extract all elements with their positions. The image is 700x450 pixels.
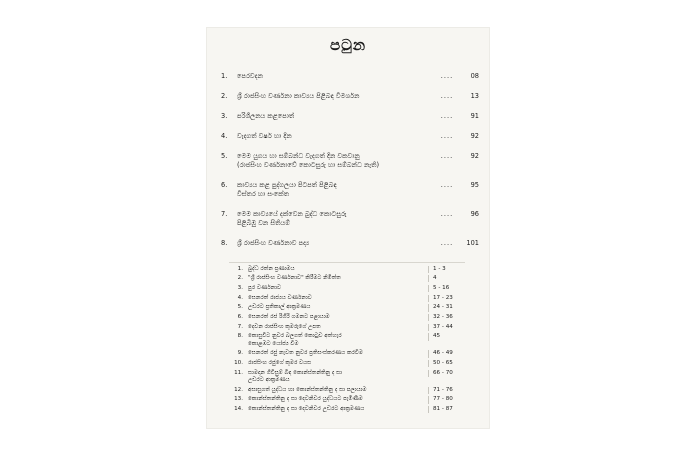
entry-title	[248, 324, 428, 331]
toc-main-entry	[221, 152, 479, 170]
entry-title-line: කොළඹට යෝජ්‍ය වීම	[248, 340, 299, 347]
entry-number: 7.	[237, 323, 243, 330]
entry-title	[237, 152, 437, 170]
entry-title-line: අසාසුගත් යුද්ධය හා කොන්ස්තන්තිනු ද සා පලායාම	[248, 386, 367, 393]
entry-title-line: විස්තර හා සංකේත	[237, 190, 289, 198]
entry-title-line: (රාජසිංහ වර්ණනාවේ කොටසුරු හා සම්බන්ධ නැති)	[237, 161, 380, 169]
entry-number: 12.	[234, 386, 243, 393]
entry-number: 10.	[234, 360, 243, 367]
toc-main-entry	[221, 181, 479, 199]
entry-title	[248, 295, 428, 302]
toc-sub-entry	[229, 324, 465, 331]
entry-title	[237, 72, 437, 81]
entry-title-line: සෙනරත් රජ රිගිරි ගමනට පළායාම	[248, 314, 330, 321]
entry-number: 14.	[234, 406, 243, 413]
toc-main-entry	[221, 210, 479, 228]
entry-title-line: දෙවන රාජසිංහ කුමරුගේ උපත	[248, 323, 321, 330]
main-contents-list	[221, 72, 479, 259]
entry-title	[248, 314, 428, 321]
entry-title	[248, 360, 428, 367]
entry-title-line: වැදගත් වර්ෂ හා දින	[237, 132, 292, 140]
entry-title-line: මෙම කාව්‍යයේ දක්වෙන බුද්ධ කොටසුරු	[237, 210, 347, 218]
toc-sub-entry	[229, 266, 465, 273]
entry-page-range: 1 - 3	[428, 266, 465, 273]
entry-title	[248, 370, 428, 384]
toc-main-entry	[221, 112, 479, 121]
entry-title	[248, 266, 428, 273]
entry-page-range: 37 - 44	[428, 324, 465, 331]
entry-title-line: පරිශීලනය කළපොත්	[237, 112, 295, 120]
entry-page-range: 5 - 16	[428, 285, 465, 292]
entry-page-number: 95	[470, 181, 479, 189]
entry-title-line: "ශ්‍රී රාජසිංහ වර්ණනාව" කිරීමට නිමිත්ත	[248, 275, 341, 282]
toc-main-entry	[221, 92, 479, 101]
toc-sub-entry	[229, 333, 465, 347]
entry-page-number: 92	[470, 152, 479, 160]
entry-page-number: 96	[470, 210, 479, 218]
document-page	[207, 28, 489, 428]
entry-leader: ....	[440, 112, 454, 120]
entry-title-line: පෙරවදන	[237, 72, 263, 80]
toc-main-entry	[221, 132, 479, 141]
entry-title	[237, 92, 437, 101]
entry-page-range: 17 - 23	[428, 295, 465, 302]
toc-sub-entry	[229, 360, 465, 367]
entry-number: 1.	[237, 265, 243, 272]
entry-number: 5.	[237, 304, 243, 311]
entry-number: 1.	[221, 72, 228, 80]
entry-title	[248, 387, 428, 394]
entry-title	[248, 350, 428, 357]
entry-number: 9.	[237, 350, 243, 357]
entry-number: 5.	[221, 152, 228, 160]
entry-title	[248, 275, 428, 282]
entry-page-range: 45	[428, 333, 465, 340]
entry-title	[237, 181, 437, 199]
entry-title-line: පුර වර්ණනාව	[248, 284, 282, 291]
entry-page-range: 66 - 70	[428, 370, 465, 377]
toc-sub-entry	[229, 295, 465, 302]
entry-page-range: 50 - 65	[428, 360, 465, 367]
entry-page-number: 92	[470, 132, 479, 140]
entry-title	[237, 132, 437, 141]
toc-sub-entry	[229, 304, 465, 311]
entry-title-line: රාජසිංහ රජුගේ කුමර වයස	[248, 360, 312, 367]
entry-title-line: සාමදාන ගිවිසුම් බිඳ කොන්ස්තන්තිනු ද සා	[248, 369, 342, 376]
entry-number: 2.	[237, 275, 243, 282]
entry-title	[237, 112, 437, 121]
toc-sub-entry	[229, 275, 465, 282]
entry-title-line: කොන්ස්තන්තිනු ද සා දෙවනිවර යුද්ධයට පැමිණීම	[248, 396, 363, 403]
entry-title-line: බුද්ධ රත්න ප්‍රණාමය	[248, 265, 295, 272]
entry-page-number: 13	[470, 92, 479, 100]
toc-main-entry	[221, 72, 479, 81]
entry-number: 4.	[237, 294, 243, 301]
entry-page-number: 08	[470, 72, 479, 80]
entry-number: 2.	[221, 92, 228, 100]
entry-page-range: 71 - 76	[428, 387, 465, 394]
entry-number: 13.	[234, 396, 243, 403]
entry-page-range: 4	[428, 275, 465, 282]
entry-page-range: 77 - 80	[428, 396, 465, 403]
entry-number: 8.	[237, 333, 243, 340]
entry-leader: ....	[440, 239, 454, 247]
entry-number: 4.	[221, 132, 228, 140]
entry-page-range: 46 - 49	[428, 350, 465, 357]
entry-title	[248, 285, 428, 292]
entry-leader: ....	[440, 72, 454, 80]
entry-title-line: කාව්‍යය කළ පුද්ගලයා පිටපත් පිළිබඳ	[237, 181, 337, 189]
entry-title	[237, 210, 437, 228]
toc-sub-entry	[229, 285, 465, 292]
entry-page-range: 32 - 36	[428, 314, 465, 321]
entry-leader: ....	[440, 132, 454, 140]
entry-title	[248, 406, 428, 413]
entry-title-line: කොසුවිට නුවර බලගත් කොටුව අත්හැර	[248, 333, 342, 340]
entry-leader: ....	[440, 181, 454, 189]
entry-number: 8.	[221, 239, 228, 247]
entry-leader: ....	[440, 92, 454, 100]
entry-number: 7.	[221, 210, 228, 218]
entry-title-line: උඩරට ආක්‍රමණය	[248, 376, 290, 383]
entry-title-line: කොන්ස්තන්තිනු ද සා දෙවනිවර උඩරට ආක්‍රමණය	[248, 406, 365, 413]
entry-title	[248, 304, 428, 311]
entry-leader: ....	[440, 152, 454, 160]
entry-title-line: ශ්‍රී රාජසිංහ වර්ණනාව පද්‍ය	[237, 239, 310, 247]
entry-leader: ....	[440, 210, 454, 218]
toc-sub-entry	[229, 314, 465, 321]
entry-title	[248, 396, 428, 403]
entry-title-line: සෙනරත් රාජ්‍යය වර්ණනාව	[248, 294, 312, 301]
sub-contents-list	[229, 262, 465, 413]
entry-title	[248, 333, 428, 347]
entry-number: 11.	[234, 369, 243, 376]
entry-page-range: 81 - 87	[428, 406, 465, 413]
page-title: පටුන	[329, 36, 367, 54]
entry-number: 6.	[237, 314, 243, 321]
entry-page-number: 101	[466, 239, 479, 247]
toc-sub-entry	[229, 406, 465, 413]
entry-title-line: ශ්‍රී රාජසිංහ වර්ණනා කාව්‍යය පිළිබඳ විමර්ශන	[237, 92, 360, 100]
entry-number: 3.	[237, 284, 243, 291]
entry-title	[237, 239, 437, 248]
toc-sub-entry	[229, 387, 465, 394]
toc-sub-entry	[229, 370, 465, 384]
entry-page-range: 24 - 31	[428, 304, 465, 311]
entry-number: 6.	[221, 181, 228, 189]
toc-sub-entry	[229, 396, 465, 403]
entry-page-number: 91	[470, 112, 479, 120]
entry-title-line: පිළිබිඹු වන සිතියම්	[237, 219, 290, 227]
toc-sub-entry	[229, 350, 465, 357]
entry-title-line: මෙම යුගය හා සම්බන්ධ වැදගත් දින වකවානු	[237, 152, 360, 160]
entry-title-line: උඩරට ප්‍රතිකාල් ආක්‍රමණය	[248, 304, 311, 311]
entry-title-line: සෙනරත් රජු නැවත නුවර ප්‍රතිසංස්කරණය කරවීම	[248, 350, 363, 357]
entry-number: 3.	[221, 112, 228, 120]
toc-main-entry	[221, 239, 479, 248]
